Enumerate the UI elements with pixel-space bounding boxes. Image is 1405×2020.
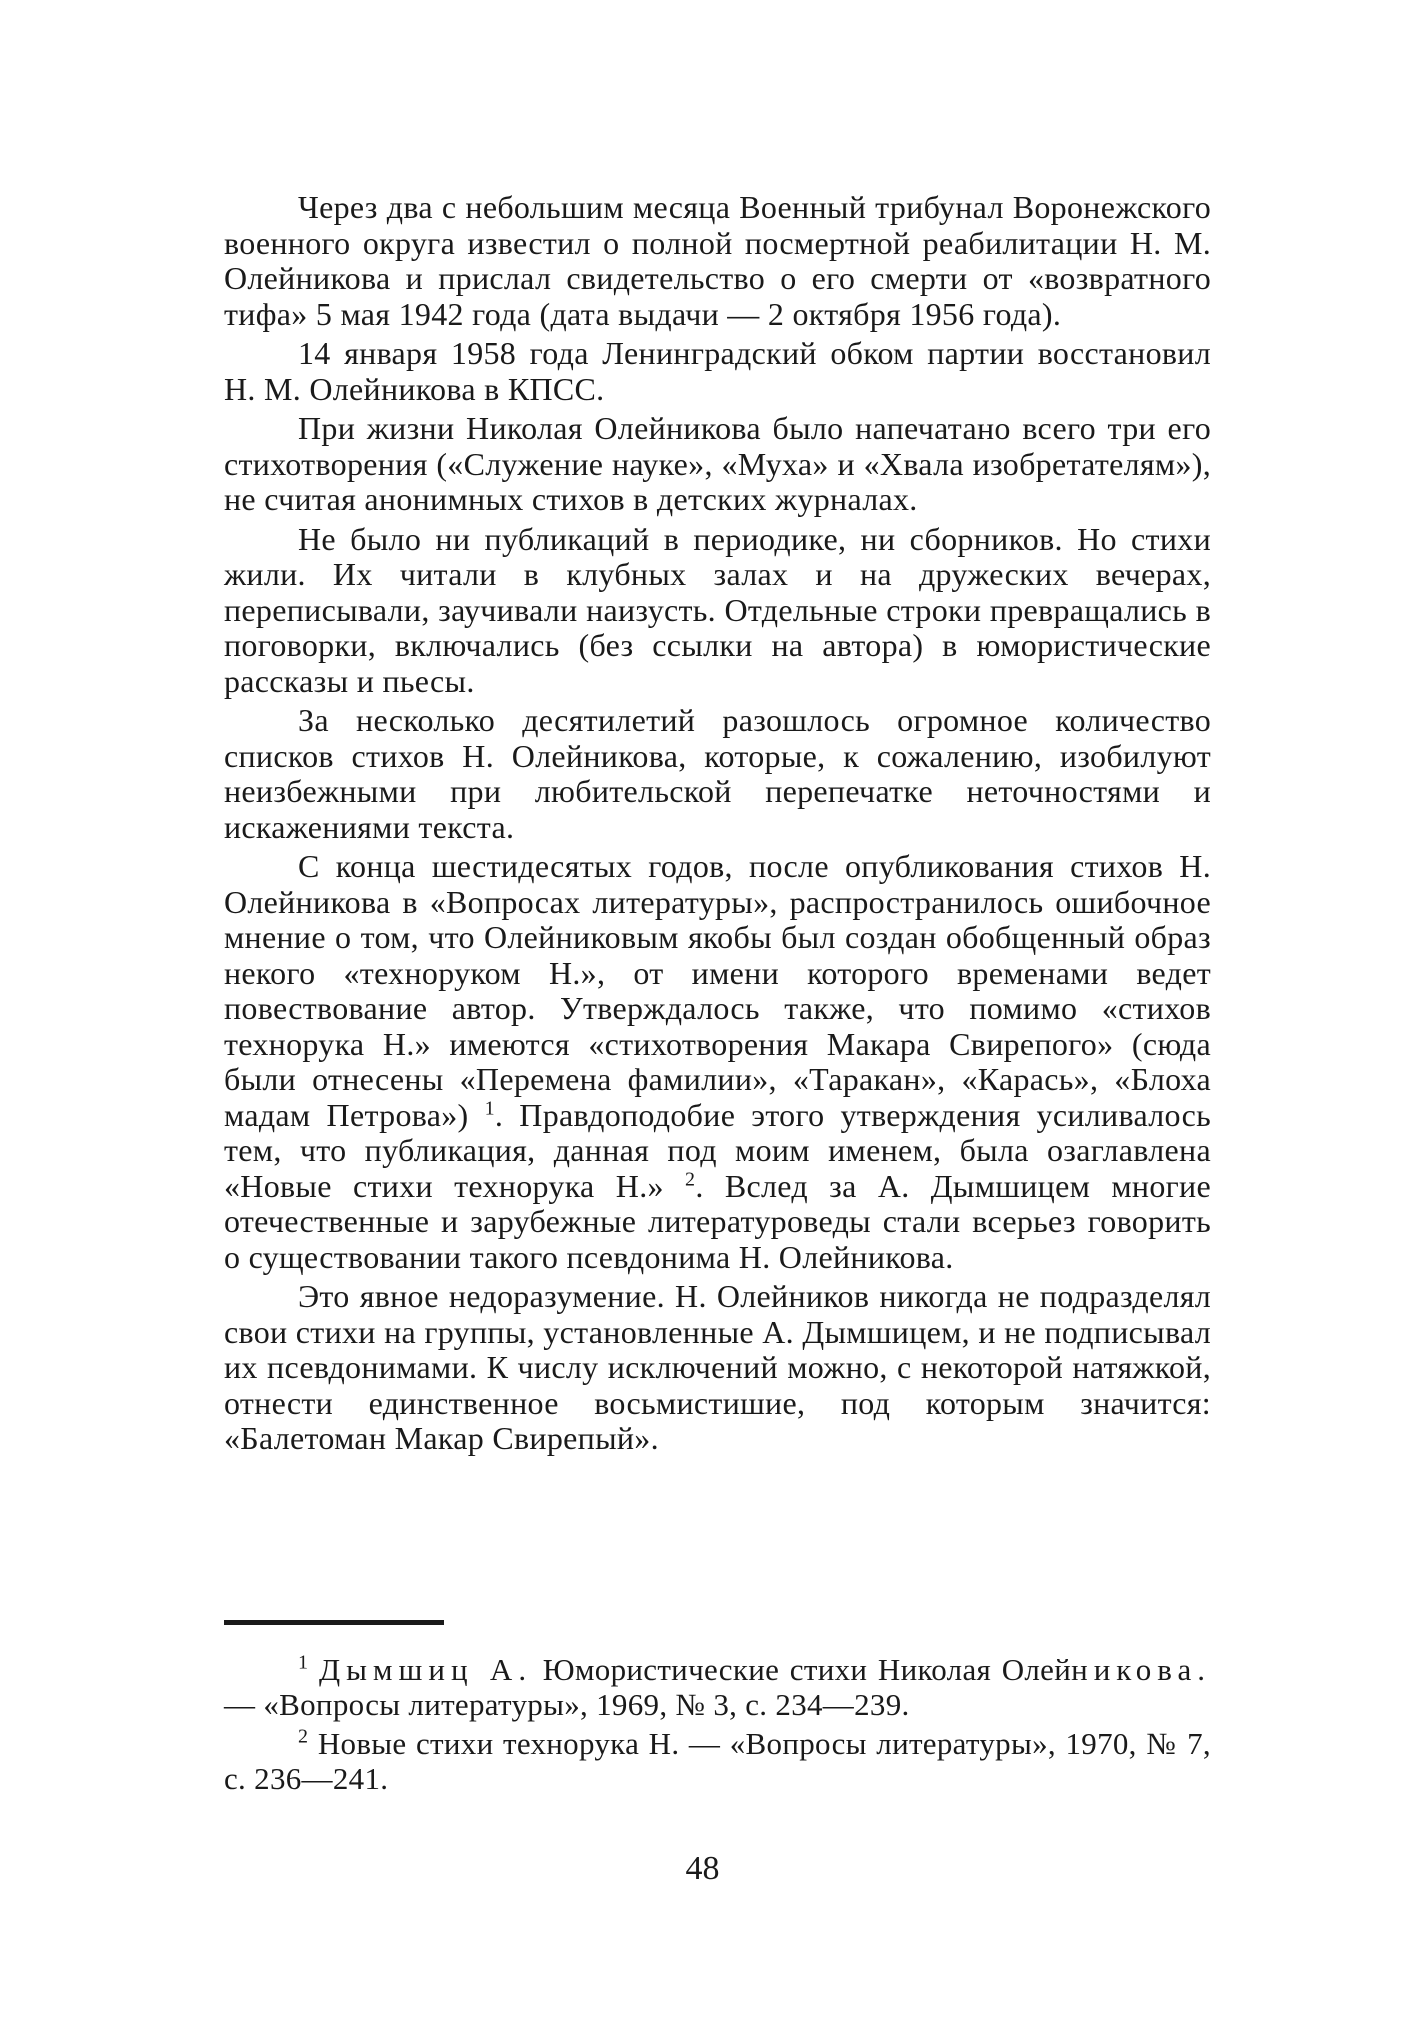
footnote-divider [224, 1620, 444, 1625]
paragraph-text: . Вслед за А. Дымшицем многие отечественные и зарубежные литературоведы стали всерьез говорить о существовании такого псевдонима Н. Олейникова. [224, 1167, 1211, 1275]
footnote [224, 1726, 1211, 1796]
paragraph-with-references [224, 849, 1211, 1275]
footnote-author: никова. [1071, 1652, 1212, 1687]
footnotes [224, 1652, 1211, 1800]
paragraph: При жизни Николая Олейникова было напечатано всего три его стихотворения («Служение науке», «Муха» и «Хвала изобретателям»), не считая анонимных стихов в детских журналах. [224, 410, 1211, 517]
footnote-text: — «Вопросы литературы», 1969, № 3, с. 234—239. [224, 1687, 910, 1722]
paragraph-text: . Правдоподобие этого утверждения усиливалось тем, что публикация, данная под моим именем, была озаглавлена «Новые стихи технорука Н.» [224, 1096, 1212, 1204]
page-number: 48 [685, 1850, 720, 1887]
paragraph-text: С конца шестидесятых годов, после опубликования стихов Н. Олейникова в «Вопросах литературы», распространилось ошибочное мнение о том, что Олейниковым якобы был создан обобщенный образ некого «техноруком Н.», от имени которого временами ведет повествование автор. Утверждалось также, что помимо «стихов технорука Н.» имеются «стихотворения Макара Свирепого» (сюда были отнесены «Перемена фамилии», «Таракан», «Карась», «Блоха мадам Петрова») [224, 848, 1211, 1133]
paragraph: Это явное недоразумение. Н. Олейников никогда не подразделял свои стихи на группы, установленные А. Дымшицем, и не подписывал их псевдонимами. К числу исключений можно, с некоторой натяжкой, отнести единственное восьмистишие, под которым значится: «Балетоман Макар Свирепый». [224, 1278, 1211, 1456]
footnote-author: Дымшиц А. [318, 1652, 533, 1687]
footnote-text: Юмористические стихи Николая Олей [532, 1652, 1072, 1687]
footnote-number: 1 [298, 1651, 309, 1674]
paragraph: За несколько десятилетий разошлось огромное количество списков стихов Н. Олейникова, которые, к сожалению, изобилуют неизбежными при любительской перепечатке неточностями и искажениями текста. [224, 702, 1211, 845]
paragraph: Через два с небольшим месяца Военный трибунал Воронежского военного округа известил о полной посмертной реабилитации Н. М. Олейникова и прислал свидетельство о его смерти от «возвратного тифа» 5 мая 1942 года (дата выдачи — 2 октября 1956 года). [224, 189, 1211, 332]
paragraph: Не было ни публикаций в периодике, ни сборников. Но стихи жили. Их читали в клубных залах и на дружеских вечерах, переписывали, заучивали наизусть. Отдельные строки превращались в поговорки, включались (без ссылки на автора) в юмористические рассказы и пьесы. [224, 520, 1211, 699]
footnote [224, 1652, 1211, 1722]
main-text [224, 190, 1211, 1461]
footnote-number: 2 [298, 1725, 309, 1748]
footnote-text: Новые стихи технорука Н. — «Вопросы литературы», 1970, № 7, с. 236—241. [224, 1726, 1211, 1796]
footnote-ref: 2 [685, 1167, 696, 1190]
paragraph: 14 января 1958 года Ленинградский обком партии восстановил Н. М. Олейникова в КПСС. [224, 335, 1211, 407]
footnote-ref: 1 [484, 1096, 495, 1119]
